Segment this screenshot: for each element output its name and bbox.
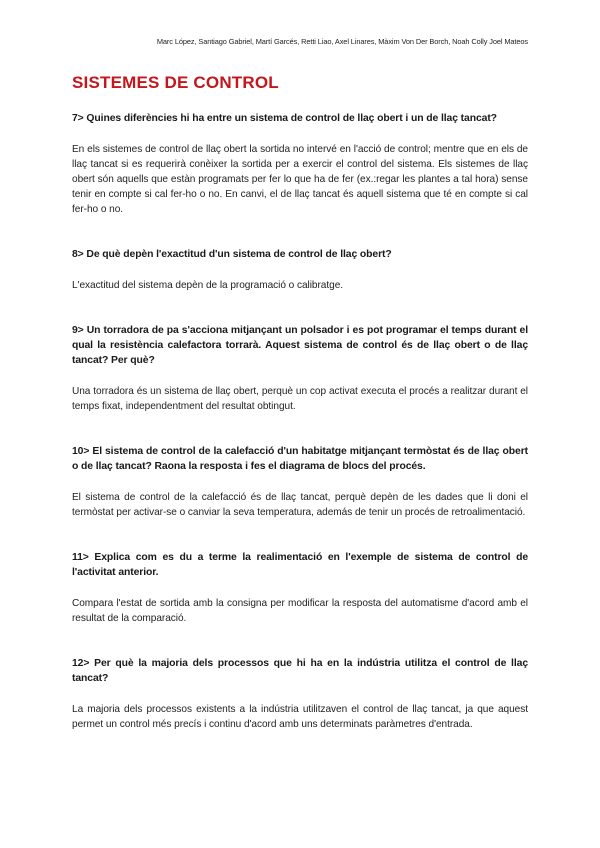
answer-10: El sistema de control de la calefacció és de llaç tancat, perquè depèn de les dades que li doni el termòstat per activar-se o canviar la seva temperatura, además de tenir un procés de retroalimentació. [72,492,528,518]
answer-7: En els sistemes de control de llaç obert la sortida no intervé en l'acció de control; mentre que en els de llaç tancat si es requerirà conèixer la sortida per a exercir el control del sistema. Els sistemes de llaç obert són aquells que estàn programats per fer lo que ha de fer (ex.:regar les plantes a tal hora) sense tenir en compte si cal fer-ho o no. En canvi, el de llaç tancat és aquell sistema que té en compte si cal fer-ho o no. [72,144,528,215]
qa-item-9 [72,323,528,414]
answer-11: Compara l'estat de sortida amb la consigna per modificar la resposta del automatisme d'acord amb el resultat de la comparació. [72,598,528,624]
answer-8: L'exactitud del sistema depèn de la programació o calibratge. [72,280,344,291]
question-11: 11> Explica com es du a terme la realimentació en l'exemple de sistema de control de l'activitat anterior. [72,552,528,578]
qa-item-8 [72,247,528,293]
question-8: 8> De què depèn l'exactitud d'un sistema de control de llaç obert? [72,249,392,260]
question-10: 10> El sistema de control de la calefacció d'un habitatge mitjançant termòstat és de llaç obert o de llaç tancat? Raona la resposta i fes el diagrama de blocs del procés. [72,446,528,472]
qa-item-11 [72,550,528,626]
question-9: 9> Un torradora de pa s'acciona mitjançant un polsador i es pot programar el temps durant el qual la resistència calefactora torrarà. Aquest sistema de control és de llaç obert o de llaç tancat? Per què? [72,325,528,366]
answer-9: Una torradora és un sistema de llaç obert, perquè un cop activat executa el procés a realitzar durant el temps fixat, independentment del resultat obtingut. [72,386,528,412]
qa-item-7 [72,111,528,217]
page-title: SISTEMES DE CONTROL [72,73,279,92]
question-7: 7> Quines diferències hi ha entre un sistema de control de llaç obert i un de llaç tancat? [72,113,497,124]
answer-12: La majoria dels processos existents a la indústria utilitzaven el control de llaç tancat, ja que aquest permet un control més precís i continu d'acord amb uns determinats paràmetres d'entrada. [72,704,528,730]
qa-item-12 [72,656,528,732]
authors-header: Marc López, Santiago Gabriel, Martí Garcés, Retti Liao, Axel Linares, Màxim Von Der Borch, Noah Colly Joel Mateos [156,37,528,46]
qa-item-10 [72,444,528,520]
qa-list [72,111,528,762]
question-12: 12> Per què la majoria dels processos que hi ha en la indústria utilitza el control de llaç tancat? [72,658,528,684]
